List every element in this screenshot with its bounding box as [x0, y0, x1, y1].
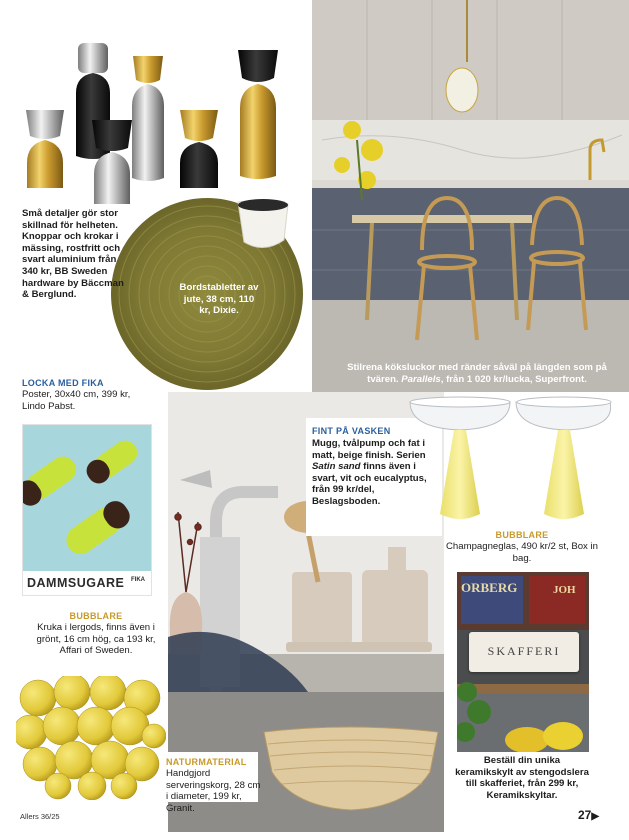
- poster-heading: LOCKA MED FIKA: [22, 378, 104, 388]
- poster-caption: Poster, 30x40 cm, 399 kr, Lindo Pabst.: [22, 389, 131, 412]
- pantry-cans-left: ORBERG: [461, 580, 518, 595]
- champagne-heading: BUBBLARE: [495, 530, 549, 540]
- pantry-sign: [469, 632, 579, 672]
- kitchen-illustration: [312, 0, 629, 392]
- pantry-caption: Beställ din unika keramikskylt av stengodslera till skafferiet, från 299 kr, Keramikskyltar.: [455, 755, 589, 801]
- kitchen-caption: [346, 362, 608, 385]
- poster-logo: FIKA: [131, 577, 145, 583]
- pantry-sign-text: SKAFFERI: [487, 644, 561, 658]
- poster-image: [22, 424, 152, 596]
- basket-heading: NATURMATERIAL: [166, 757, 247, 767]
- sink-heading: FINT PÅ VASKEN: [312, 426, 391, 436]
- pot-caption: Kruka i lergods, finns även i grönt, 16 cm hög, ca 193 kr, Affari of Sweden.: [36, 622, 156, 657]
- next-page-arrow-icon: ▶: [591, 811, 600, 822]
- champagne-caption: Champagneglas, 490 kr/2 st, Box in bag.: [446, 541, 598, 564]
- yellow-pot-image: [16, 676, 166, 800]
- basket-caption: Handgjord serveringskorg, 28 cm i diameter, 199 kr, Granit.: [166, 768, 261, 814]
- poster-title: DAMMSUGARE: [27, 576, 125, 590]
- footer-issue: Allers 36/25: [20, 812, 60, 821]
- pot-heading: BUBBLARE: [69, 611, 123, 621]
- sink-caption-text-b: finns även i svart, vit och eucalyptus, från 99 kr/del, Beslagsboden.: [312, 461, 427, 507]
- sink-caption-text-a: Mugg, tvålpump och fat i matt, beige finish. Serien: [312, 438, 426, 461]
- poster-artwork: [23, 425, 151, 571]
- kitchen-caption-text-b: , från 1 020 kr/lucka, Superfront.: [440, 373, 587, 385]
- placemat-caption: Bordstabletter av jute, 38 cm, 110 kr, Dixie.: [179, 282, 259, 317]
- champagne-glasses-image: [408, 396, 612, 526]
- kitchen-caption-text-a: Stilrena köksluckor med ränder såväl på längden som på tvären.: [347, 362, 607, 385]
- kitchen-photo: [312, 0, 629, 392]
- pantry-cans-right: JOH: [553, 584, 576, 596]
- hardware-caption: Små detaljer gör stor skillnad för helheten. Knoppar och krokar i mässing, rostfritt och svart aluminium från 340 kr, BB Sweden hardware by Bäccman & Berglund.: [22, 208, 124, 301]
- hardware-knobs-image: [20, 38, 288, 208]
- page-number: 27: [578, 808, 592, 822]
- sink-caption-italic: Satin sand: [312, 461, 361, 473]
- footer-page-number: [578, 808, 599, 822]
- pantry-photo: [457, 572, 589, 752]
- kitchen-caption-italic: Parallels: [401, 373, 441, 385]
